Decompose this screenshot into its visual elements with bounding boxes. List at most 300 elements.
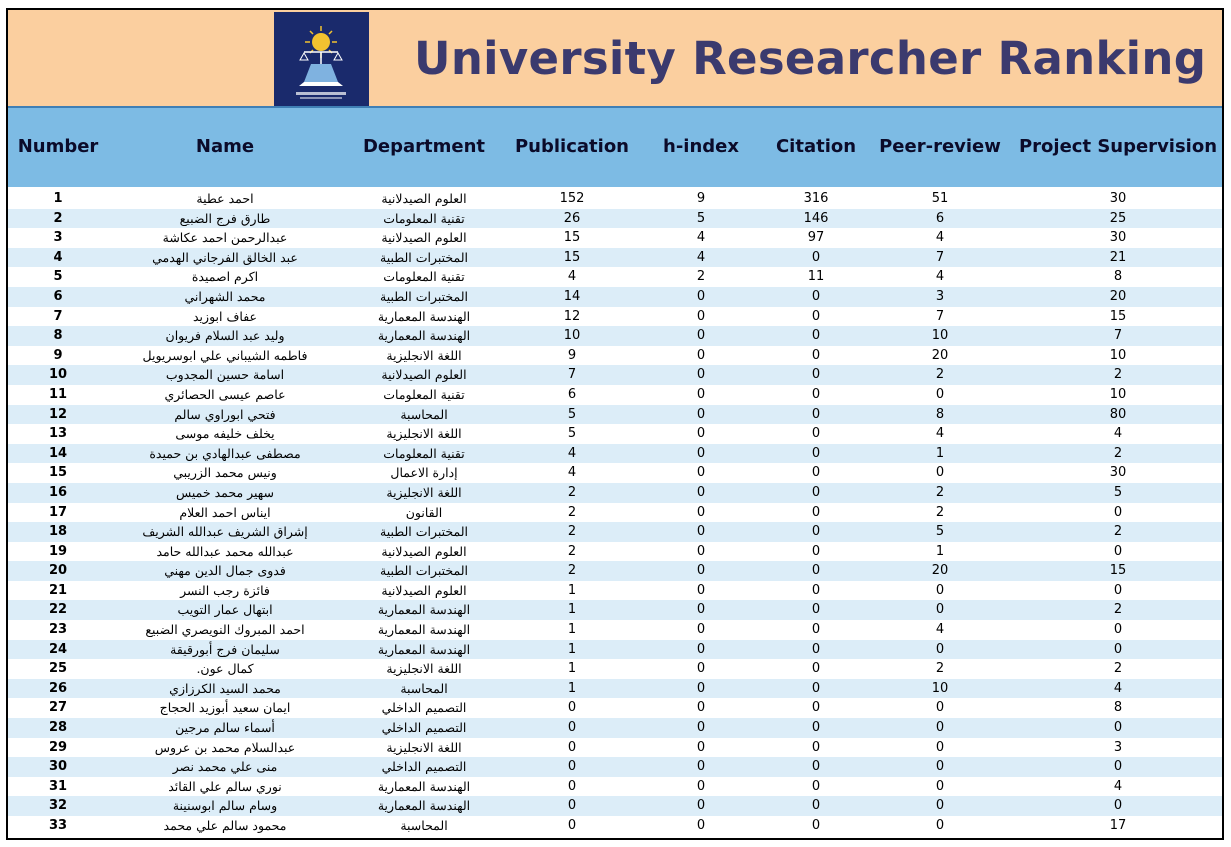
cell-publication: 152 [559, 191, 585, 206]
cell-name: وليد عبد السلام فريوان [165, 328, 285, 344]
cell-citation: 0 [811, 543, 821, 559]
cell-publication: 5 [567, 426, 577, 442]
cell-department: المختبرات الطبية [379, 524, 469, 540]
table-row [8, 561, 1222, 581]
cell-number: 5 [53, 269, 63, 285]
cell-peer-review: 0 [935, 386, 945, 402]
cell-citation: 0 [811, 406, 821, 422]
cell-project-supervision: 0 [1113, 622, 1123, 638]
cell-number: 26 [48, 680, 68, 696]
cell-project-supervision: 0 [1113, 720, 1123, 736]
cell-publication: 1 [567, 582, 577, 598]
cell-project-supervision: 0 [1113, 798, 1123, 814]
page-title: University Researcher Ranking [414, 32, 1207, 85]
cell-peer-review: 0 [935, 818, 945, 833]
cell-h-index: 2 [696, 269, 706, 285]
cell-publication: 1 [567, 622, 577, 638]
cell-citation: 0 [811, 308, 821, 324]
cell-citation: 0 [811, 582, 821, 598]
cell-publication: 4 [567, 269, 577, 285]
cell-publication: 0 [567, 778, 577, 794]
cell-project-supervision: 4 [1113, 778, 1123, 794]
cell-name: مصطفى عبدالهادي بن حميدة [149, 445, 301, 461]
cell-publication: 6 [567, 386, 577, 402]
table-row [8, 698, 1222, 718]
cell-peer-review: 7 [935, 308, 945, 324]
cell-project-supervision: 7 [1113, 328, 1123, 344]
cell-name: وسام سالم ابوسنينة [172, 798, 278, 814]
cell-publication: 4 [567, 445, 577, 461]
cell-name: عبدالله محمد عبدالله حامد [156, 543, 294, 559]
cell-peer-review: 0 [935, 759, 945, 775]
cell-peer-review: 2 [935, 504, 945, 520]
cell-peer-review: 0 [935, 739, 945, 755]
cell-project-supervision: 10 [1109, 386, 1127, 402]
table-row [8, 228, 1222, 248]
cell-h-index: 0 [696, 622, 706, 638]
cell-department: العلوم الصيدلانية [381, 582, 467, 598]
university-logo [274, 12, 369, 106]
cell-name: محمود سالم علي محمد [163, 818, 287, 833]
cell-publication: 1 [567, 602, 577, 618]
table-row [8, 816, 1222, 836]
cell-department: العلوم الصيدلانية [381, 191, 467, 206]
table-row [8, 542, 1222, 562]
cell-peer-review: 0 [935, 778, 945, 794]
cell-number: 1 [53, 191, 63, 206]
cell-h-index: 4 [696, 230, 706, 246]
cell-publication: 26 [563, 210, 581, 226]
cell-peer-review: 2 [935, 661, 945, 677]
cell-peer-review: 0 [935, 720, 945, 736]
table-row [8, 522, 1222, 542]
cell-number: 20 [48, 563, 68, 579]
cell-peer-review: 0 [935, 602, 945, 618]
cell-citation: 97 [807, 230, 825, 246]
cell-citation: 0 [811, 680, 821, 696]
cell-department: اللغة الانجليزية [386, 484, 462, 500]
cell-publication: 4 [567, 465, 577, 481]
cell-department: المختبرات الطبية [379, 563, 469, 579]
cell-number: 29 [48, 739, 68, 755]
column-header-citation: Citation [775, 136, 857, 157]
cell-citation: 316 [803, 191, 829, 206]
cell-name: نوري سالم علي القائد [168, 778, 282, 794]
cell-number: 21 [48, 582, 68, 598]
cell-h-index: 0 [696, 759, 706, 775]
cell-name: اسامة حسين المجدوب [165, 367, 285, 383]
cell-name: سليمان فرج أبورقيقة [170, 641, 280, 657]
cell-citation: 0 [811, 661, 821, 677]
cell-name: ابتهال عمار التويب [177, 602, 273, 618]
cell-name: فدوى جمال الدين مهني [164, 563, 286, 579]
cell-h-index: 0 [696, 778, 706, 794]
cell-department: العلوم الصيدلانية [381, 543, 467, 559]
cell-publication: 1 [567, 680, 577, 696]
column-header-project-supervision: Project Supervision [1018, 136, 1218, 157]
table-header [8, 106, 1222, 187]
cell-publication: 14 [563, 288, 581, 304]
cell-peer-review: 1 [935, 445, 945, 461]
cell-peer-review: 51 [931, 191, 949, 206]
cell-citation: 0 [811, 798, 821, 814]
cell-department: الهندسة المعمارية [377, 622, 471, 638]
cell-number: 33 [48, 818, 68, 833]
cell-h-index: 0 [696, 582, 706, 598]
table-row [8, 209, 1222, 229]
cell-h-index: 0 [696, 465, 706, 481]
cell-number: 15 [48, 465, 68, 481]
cell-number: 10 [48, 367, 68, 383]
cell-number: 6 [53, 288, 63, 304]
cell-h-index: 0 [696, 798, 706, 814]
cell-publication: 15 [563, 230, 581, 246]
cell-department: الهندسة المعمارية [377, 798, 471, 814]
table-row [8, 718, 1222, 738]
cell-number: 8 [53, 328, 63, 344]
cell-citation: 0 [811, 484, 821, 500]
table-row [8, 365, 1222, 385]
cell-peer-review: 20 [931, 563, 949, 579]
cell-h-index: 0 [696, 700, 706, 716]
cell-h-index: 0 [696, 680, 706, 696]
cell-department: القانون [405, 504, 443, 520]
cell-department: المحاسبة [400, 680, 448, 696]
cell-name: فائزة رجب النسر [180, 582, 270, 598]
cell-project-supervision: 2 [1113, 602, 1123, 618]
cell-number: 17 [48, 504, 68, 520]
cell-h-index: 9 [696, 191, 706, 206]
table-row [8, 307, 1222, 327]
cell-project-supervision: 8 [1113, 269, 1123, 285]
cell-number: 4 [53, 249, 63, 265]
cell-h-index: 0 [696, 347, 706, 363]
cell-peer-review: 3 [935, 288, 945, 304]
table-row [8, 757, 1222, 777]
cell-number: 25 [48, 661, 68, 677]
cell-publication: 5 [567, 406, 577, 422]
cell-department: العلوم الصيدلانية [381, 367, 467, 383]
cell-citation: 0 [811, 328, 821, 344]
cell-department: تقنية المعلومات [383, 445, 465, 461]
cell-publication: 0 [567, 700, 577, 716]
cell-citation: 0 [811, 249, 821, 265]
table-row [8, 640, 1222, 660]
cell-citation: 0 [811, 759, 821, 775]
cell-project-supervision: 0 [1113, 543, 1123, 559]
cell-name: احمد عطية [196, 191, 254, 206]
cell-name: فتحي ابوراوي سالم [174, 406, 276, 422]
cell-peer-review: 5 [935, 524, 945, 540]
cell-project-supervision: 3 [1113, 739, 1123, 755]
cell-number: 7 [53, 308, 63, 324]
cell-department: المختبرات الطبية [379, 288, 469, 304]
cell-peer-review: 7 [935, 249, 945, 265]
cell-number: 28 [48, 720, 68, 736]
cell-number: 22 [48, 602, 68, 618]
cell-peer-review: 1 [935, 543, 945, 559]
cell-peer-review: 0 [935, 465, 945, 481]
table-row [8, 796, 1222, 816]
cell-department: تقنية المعلومات [383, 269, 465, 285]
cell-name: يخلف خليفه موسى [175, 426, 275, 442]
cell-department: المختبرات الطبية [379, 249, 469, 265]
table-row [8, 405, 1222, 425]
cell-peer-review: 0 [935, 641, 945, 657]
cell-project-supervision: 5 [1113, 484, 1123, 500]
cell-h-index: 0 [696, 661, 706, 677]
cell-project-supervision: 2 [1113, 524, 1123, 540]
cell-number: 13 [48, 426, 68, 442]
cell-citation: 0 [811, 524, 821, 540]
cell-peer-review: 4 [935, 622, 945, 638]
cell-department: التصميم الداخلي [381, 720, 467, 736]
cell-h-index: 0 [696, 504, 706, 520]
cell-citation: 0 [811, 465, 821, 481]
cell-citation: 0 [811, 386, 821, 402]
cell-publication: 10 [563, 328, 581, 344]
cell-department: تقنية المعلومات [383, 210, 465, 226]
cell-number: 30 [48, 759, 68, 775]
cell-name: عاصم عيسى الحصائري [164, 386, 286, 402]
cell-project-supervision: 80 [1109, 406, 1127, 422]
table-row [8, 659, 1222, 679]
cell-number: 32 [48, 798, 68, 814]
cell-project-supervision: 8 [1113, 700, 1123, 716]
cell-h-index: 0 [696, 308, 706, 324]
cell-project-supervision: 21 [1109, 249, 1127, 265]
ranking-sheet [6, 8, 1224, 840]
table-row [8, 287, 1222, 307]
cell-citation: 0 [811, 818, 821, 833]
cell-publication: 1 [567, 641, 577, 657]
column-header-peer-review: Peer-review [879, 136, 1001, 157]
table-row [8, 483, 1222, 503]
table-row [8, 600, 1222, 620]
cell-peer-review: 6 [935, 210, 945, 226]
cell-publication: 15 [563, 249, 581, 265]
table-row [8, 503, 1222, 523]
cell-department: الهندسة المعمارية [377, 602, 471, 618]
cell-publication: 0 [567, 759, 577, 775]
table-row [8, 267, 1222, 287]
cell-h-index: 0 [696, 445, 706, 461]
cell-project-supervision: 0 [1113, 641, 1123, 657]
cell-peer-review: 8 [935, 406, 945, 422]
table-row [8, 189, 1222, 209]
cell-department: إدارة الاعمال [390, 465, 458, 481]
cell-name: فاطمه الشيباني علي ابوسريويل [142, 347, 308, 363]
cell-citation: 0 [811, 347, 821, 363]
cell-h-index: 0 [696, 367, 706, 383]
cell-publication: 2 [567, 504, 577, 520]
cell-publication: 0 [567, 739, 577, 755]
cell-number: 12 [48, 406, 68, 422]
cell-department: اللغة الانجليزية [386, 661, 462, 677]
cell-citation: 146 [803, 210, 829, 226]
cell-h-index: 0 [696, 406, 706, 422]
cell-name: عبدالرحمن احمد عكاشة [162, 230, 288, 246]
cell-citation: 0 [811, 778, 821, 794]
cell-publication: 0 [567, 720, 577, 736]
cell-publication: 2 [567, 543, 577, 559]
cell-project-supervision: 15 [1109, 563, 1127, 579]
cell-project-supervision: 30 [1109, 465, 1127, 481]
cell-department: العلوم الصيدلانية [381, 230, 467, 246]
cell-number: 9 [53, 347, 63, 363]
cell-publication: 2 [567, 484, 577, 500]
column-header-department: Department [362, 136, 486, 157]
cell-h-index: 0 [696, 641, 706, 657]
cell-name: عفاف ابوزيد [192, 308, 258, 324]
cell-name: عبد الخالق الفرجاني الهدمي [152, 249, 298, 265]
cell-number: 11 [48, 386, 68, 402]
cell-project-supervision: 15 [1109, 308, 1127, 324]
cell-project-supervision: 0 [1113, 504, 1123, 520]
cell-publication: 9 [567, 347, 577, 363]
cell-h-index: 0 [696, 426, 706, 442]
cell-name: محمد السيد الكرزازي [169, 680, 281, 696]
cell-project-supervision: 30 [1109, 191, 1127, 206]
cell-number: 27 [48, 700, 68, 716]
cell-peer-review: 10 [931, 680, 949, 696]
table-row [8, 385, 1222, 405]
cell-department: الهندسة المعمارية [377, 778, 471, 794]
cell-name: ايناس احمد العلام [179, 504, 271, 520]
cell-h-index: 0 [696, 720, 706, 736]
cell-department: المحاسبة [400, 406, 448, 422]
cell-publication: 7 [567, 367, 577, 383]
cell-name: ونيس محمد الزريبي [173, 465, 277, 481]
cell-project-supervision: 4 [1113, 426, 1123, 442]
table-row [8, 248, 1222, 268]
cell-name: طارق فرج الضبيع [179, 210, 271, 226]
cell-number: 24 [48, 641, 68, 657]
cell-department: الهندسة المعمارية [377, 308, 471, 324]
cell-citation: 0 [811, 720, 821, 736]
cell-number: 3 [53, 230, 63, 246]
cell-publication: 12 [563, 308, 581, 324]
cell-department: التصميم الداخلي [381, 759, 467, 775]
cell-publication: 1 [567, 661, 577, 677]
cell-project-supervision: 30 [1109, 230, 1127, 246]
cell-number: 18 [48, 524, 68, 540]
cell-h-index: 0 [696, 524, 706, 540]
table-row [8, 581, 1222, 601]
table-row [8, 424, 1222, 444]
cell-citation: 0 [811, 445, 821, 461]
table-row [8, 777, 1222, 797]
cell-peer-review: 4 [935, 426, 945, 442]
cell-project-supervision: 25 [1109, 210, 1127, 226]
cell-number: 2 [53, 210, 63, 226]
cell-department: التصميم الداخلي [381, 700, 467, 716]
cell-h-index: 0 [696, 602, 706, 618]
cell-h-index: 0 [696, 328, 706, 344]
cell-number: 19 [48, 543, 68, 559]
cell-project-supervision: 2 [1113, 367, 1123, 383]
cell-name: إشراق الشريف عبدالله الشريف [142, 524, 308, 540]
column-header-name: Name [195, 136, 255, 157]
cell-peer-review: 10 [931, 328, 949, 344]
cell-name: سهير محمد خميس [175, 484, 275, 500]
cell-citation: 0 [811, 641, 821, 657]
cell-department: اللغة الانجليزية [386, 426, 462, 442]
cell-peer-review: 0 [935, 798, 945, 814]
cell-project-supervision: 0 [1113, 759, 1123, 775]
cell-h-index: 0 [696, 739, 706, 755]
cell-citation: 0 [811, 563, 821, 579]
column-header-number: Number [17, 136, 99, 157]
cell-publication: 2 [567, 524, 577, 540]
title-banner [8, 10, 1222, 106]
cell-department: المحاسبة [400, 818, 448, 833]
cell-publication: 2 [567, 563, 577, 579]
cell-name: أسماء سالم مرجين [175, 720, 275, 736]
cell-citation: 0 [811, 739, 821, 755]
table-row [8, 326, 1222, 346]
cell-project-supervision: 2 [1113, 661, 1123, 677]
table-row [8, 346, 1222, 366]
cell-h-index: 0 [696, 386, 706, 402]
cell-citation: 0 [811, 622, 821, 638]
cell-number: 31 [48, 778, 68, 794]
cell-department: تقنية المعلومات [383, 386, 465, 402]
cell-project-supervision: 4 [1113, 680, 1123, 696]
cell-h-index: 0 [696, 818, 706, 833]
cell-name: اكرم اصميدة [191, 269, 259, 285]
cell-project-supervision: 17 [1109, 818, 1127, 833]
table-body [8, 189, 1222, 836]
cell-h-index: 0 [696, 484, 706, 500]
cell-peer-review: 4 [935, 269, 945, 285]
cell-h-index: 0 [696, 543, 706, 559]
cell-name: كمال عون. [196, 661, 254, 677]
cell-h-index: 5 [696, 210, 706, 226]
cell-number: 23 [48, 622, 68, 638]
cell-name: احمد المبروك النويصري الضبيع [145, 622, 305, 638]
cell-project-supervision: 10 [1109, 347, 1127, 363]
cell-department: اللغة الانجليزية [386, 739, 462, 755]
cell-h-index: 0 [696, 288, 706, 304]
table-row [8, 463, 1222, 483]
cell-peer-review: 0 [935, 582, 945, 598]
cell-project-supervision: 20 [1109, 288, 1127, 304]
table-row [8, 620, 1222, 640]
cell-h-index: 0 [696, 563, 706, 579]
cell-department: الهندسة المعمارية [377, 641, 471, 657]
cell-citation: 0 [811, 700, 821, 716]
cell-project-supervision: 0 [1113, 582, 1123, 598]
cell-citation: 0 [811, 504, 821, 520]
cell-name: ايمان سعيد أبوزيد الحجاج [159, 700, 291, 716]
cell-h-index: 4 [696, 249, 706, 265]
cell-citation: 0 [811, 426, 821, 442]
table-row [8, 738, 1222, 758]
cell-peer-review: 2 [935, 484, 945, 500]
cell-department: الهندسة المعمارية [377, 328, 471, 344]
cell-citation: 0 [811, 367, 821, 383]
column-header-publication: Publication [514, 136, 630, 157]
cell-number: 16 [48, 484, 68, 500]
cell-peer-review: 20 [931, 347, 949, 363]
cell-publication: 0 [567, 818, 577, 833]
table-row [8, 679, 1222, 699]
cell-name: منى علي محمد نصر [172, 759, 278, 775]
cell-peer-review: 2 [935, 367, 945, 383]
table-row [8, 444, 1222, 464]
cell-citation: 11 [807, 269, 825, 285]
